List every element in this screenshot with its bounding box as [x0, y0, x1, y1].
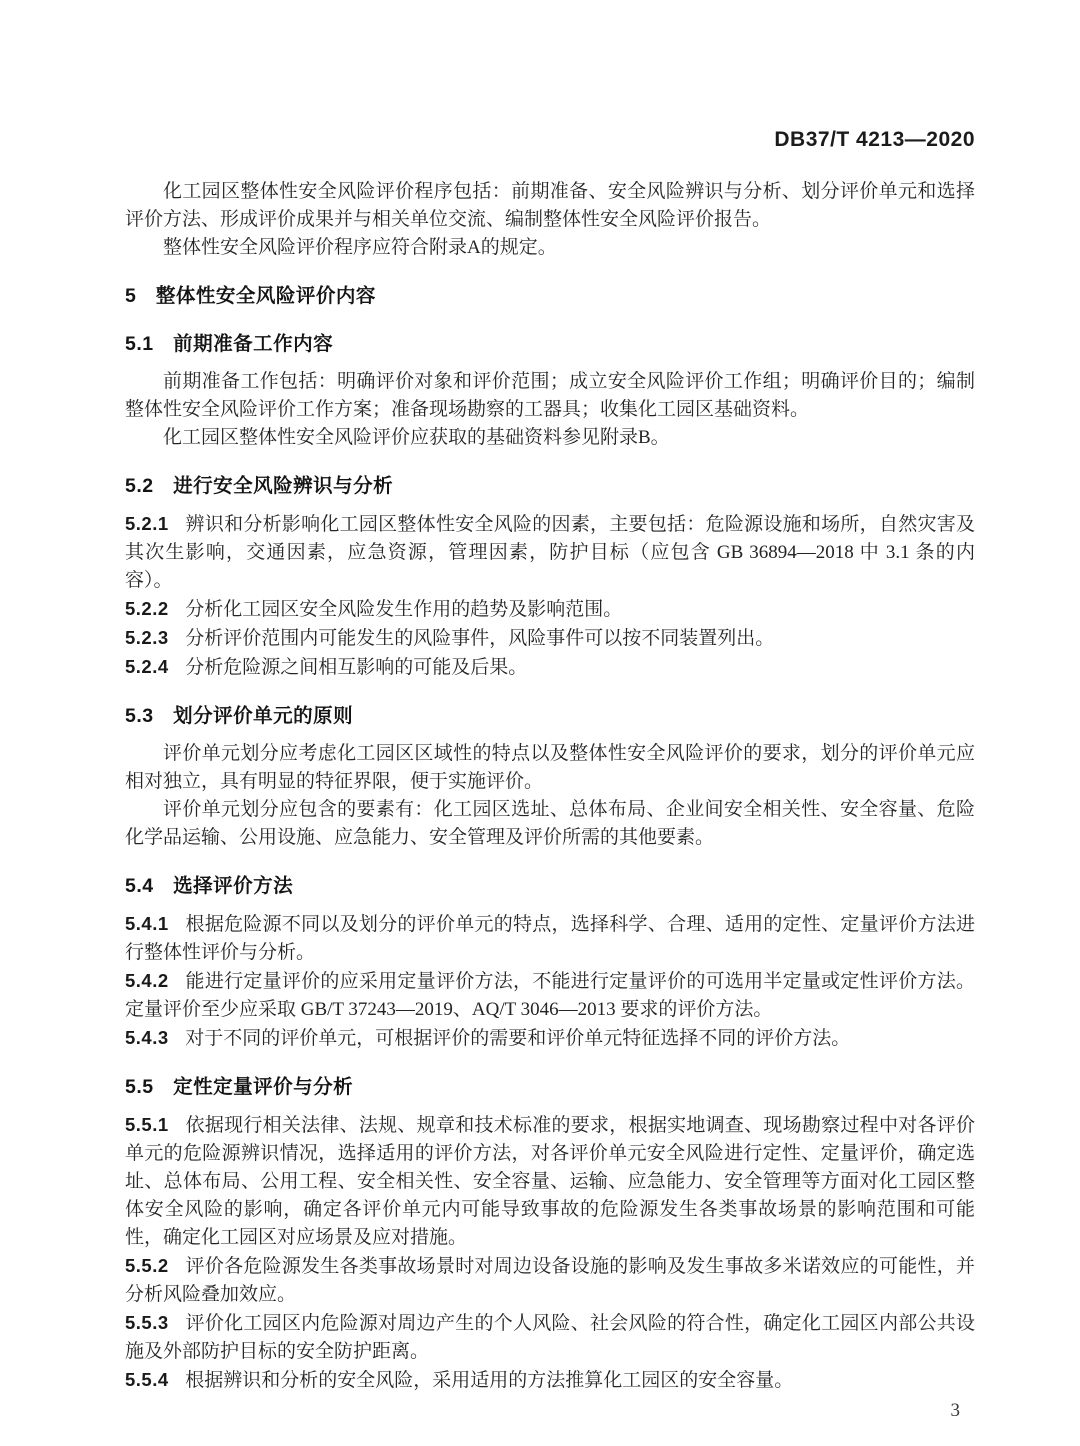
clause-number: 5.4.2: [125, 970, 169, 991]
clause-text: 能进行定量评价的应采用定量评价方法，不能进行定量评价的可选用半定量或定性评价方法。定量评价至少应采取 GB/T 37243—2019、AQ/T 3046—2013 要求的评价方法。: [125, 971, 975, 1020]
section-number: 5.3: [125, 705, 154, 727]
section-title: 进行安全风险辨识与分析: [173, 475, 394, 497]
clause-text: 依据现行相关法律、法规、规章和技术标准的要求，根据实地调查、现场勘察过程中对各评价单元的危险源辨识情况，选择适用的评价方法，对各评价单元安全风险进行定性、定量评价，确定选址、总体布局、公用工程、安全相关性、安全容量、运输、应急能力、安全管理等方面对化工园区整体安全风险的影响，确定各评价单元内可能导致事故的危险源发生各类事故场景的影响范围和可能性，确定化工园区对应场景及应对措施。: [125, 1115, 975, 1248]
section-5-3-paragraph-2: 评价单元划分应包含的要素有：化工园区选址、总体布局、企业间安全相关性、安全容量、危险化学品运输、公用设施、应急能力、安全管理及评价所需的其他要素。: [125, 799, 975, 848]
standard-number: DB37/T 4213—2020: [774, 128, 975, 151]
clause-text: 评价化工园区内危险源对周边产生的个人风险、社会风险的符合性，确定化工园区内部公共设施及外部防护目标的安全防护距离。: [125, 1313, 975, 1362]
document-body: [125, 152, 975, 1395]
clause-5-2-2: [125, 595, 975, 624]
clause-text: 分析化工园区安全风险发生作用的趋势及影响范围。: [185, 599, 623, 620]
section-heading-5-4: [125, 872, 975, 900]
section-heading-5-2: [125, 472, 975, 500]
page-header: [125, 128, 975, 152]
section-number: 5.4: [125, 875, 154, 897]
clause-5-4-1: [125, 910, 975, 967]
intro-block: [125, 178, 975, 262]
clause-number: 5.2.4: [125, 656, 169, 677]
chapter-number: 5: [125, 285, 137, 307]
clause-5-5-1: [125, 1111, 975, 1252]
clause-number: 5.5.4: [125, 1369, 169, 1390]
clause-text: 分析危险源之间相互影响的可能及后果。: [185, 657, 528, 678]
intro-paragraph-2: 整体性安全风险评价程序应符合附录A的规定。: [163, 237, 557, 258]
clause-number: 5.5.2: [125, 1255, 169, 1276]
clause-number: 5.2.1: [125, 513, 169, 534]
clause-number: 5.4.3: [125, 1027, 169, 1048]
clause-text: 根据危险源不同以及划分的评价单元的特点，选择科学、合理、适用的定性、定量评价方法进行整体性评价与分析。: [125, 914, 975, 963]
section-number: 5.5: [125, 1076, 154, 1098]
clause-number: 5.5.1: [125, 1114, 169, 1135]
section-5-1-paragraph-2: 化工园区整体性安全风险评价应获取的基础资料参见附录B。: [163, 427, 670, 448]
section-number: 5.2: [125, 475, 154, 497]
clause-5-2-3: [125, 624, 975, 653]
section-5-1-paragraph-1: 前期准备工作包括：明确评价对象和评价范围；成立安全风险评价工作组；明确评价目的；编制整体性安全风险评价工作方案；准备现场勘察的工器具；收集化工园区基础资料。: [125, 371, 975, 420]
section-title: 定性定量评价与分析: [173, 1076, 354, 1098]
clause-number: 5.4.1: [125, 913, 169, 934]
clause-number: 5.2.2: [125, 598, 169, 619]
section-heading-5-3: [125, 702, 975, 730]
section-title: 选择评价方法: [173, 875, 294, 897]
clause-5-4-2: [125, 967, 975, 1024]
section-title: 前期准备工作内容: [173, 333, 334, 355]
clause-text: 根据辨识和分析的安全风险，采用适用的方法推算化工园区的安全容量。: [185, 1370, 794, 1391]
clause-text: 评价各危险源发生各类事故场景时对周边设备设施的影响及发生事故多米诺效应的可能性，并分析风险叠加效应。: [125, 1256, 975, 1305]
clause-5-5-2: [125, 1252, 975, 1309]
chapter-title: 整体性安全风险评价内容: [155, 285, 376, 307]
section-heading-5-5: [125, 1073, 975, 1101]
clause-5-4-3: [125, 1024, 975, 1053]
page-number: 3: [950, 1400, 960, 1421]
section-heading-5-1: [125, 330, 975, 358]
clause-5-5-3: [125, 1309, 975, 1366]
section-number: 5.1: [125, 333, 154, 355]
clause-text: 分析评价范围内可能发生的风险事件，风险事件可以按不同装置列出。: [185, 628, 775, 649]
clause-5-2-4: [125, 653, 975, 682]
clause-number: 5.5.3: [125, 1312, 169, 1333]
clause-5-2-1: [125, 510, 975, 595]
intro-paragraph-1: 化工园区整体性安全风险评价程序包括：前期准备、安全风险辨识与分析、划分评价单元和选择评价方法、形成评价成果并与相关单位交流、编制整体性安全风险评价报告。: [125, 181, 975, 230]
clause-text: 对于不同的评价单元，可根据评价的需要和评价单元特征选择不同的评价方法。: [185, 1028, 851, 1049]
clause-number: 5.2.3: [125, 627, 169, 648]
section-5-3-paragraph-1: 评价单元划分应考虑化工园区区域性的特点以及整体性安全风险评价的要求，划分的评价单元应相对独立，具有明显的特征界限，便于实施评价。: [125, 743, 975, 792]
clause-text: 辨识和分析影响化工园区整体性安全风险的因素，主要包括：危险源设施和场所，自然灾害及其次生影响，交通因素，应急资源，管理因素，防护目标（应包含 GB 36894—2018 中 3.1 条的内容）。: [125, 514, 975, 591]
clause-5-5-4: [125, 1366, 975, 1395]
chapter-heading: [125, 282, 975, 310]
section-title: 划分评价单元的原则: [173, 705, 354, 727]
